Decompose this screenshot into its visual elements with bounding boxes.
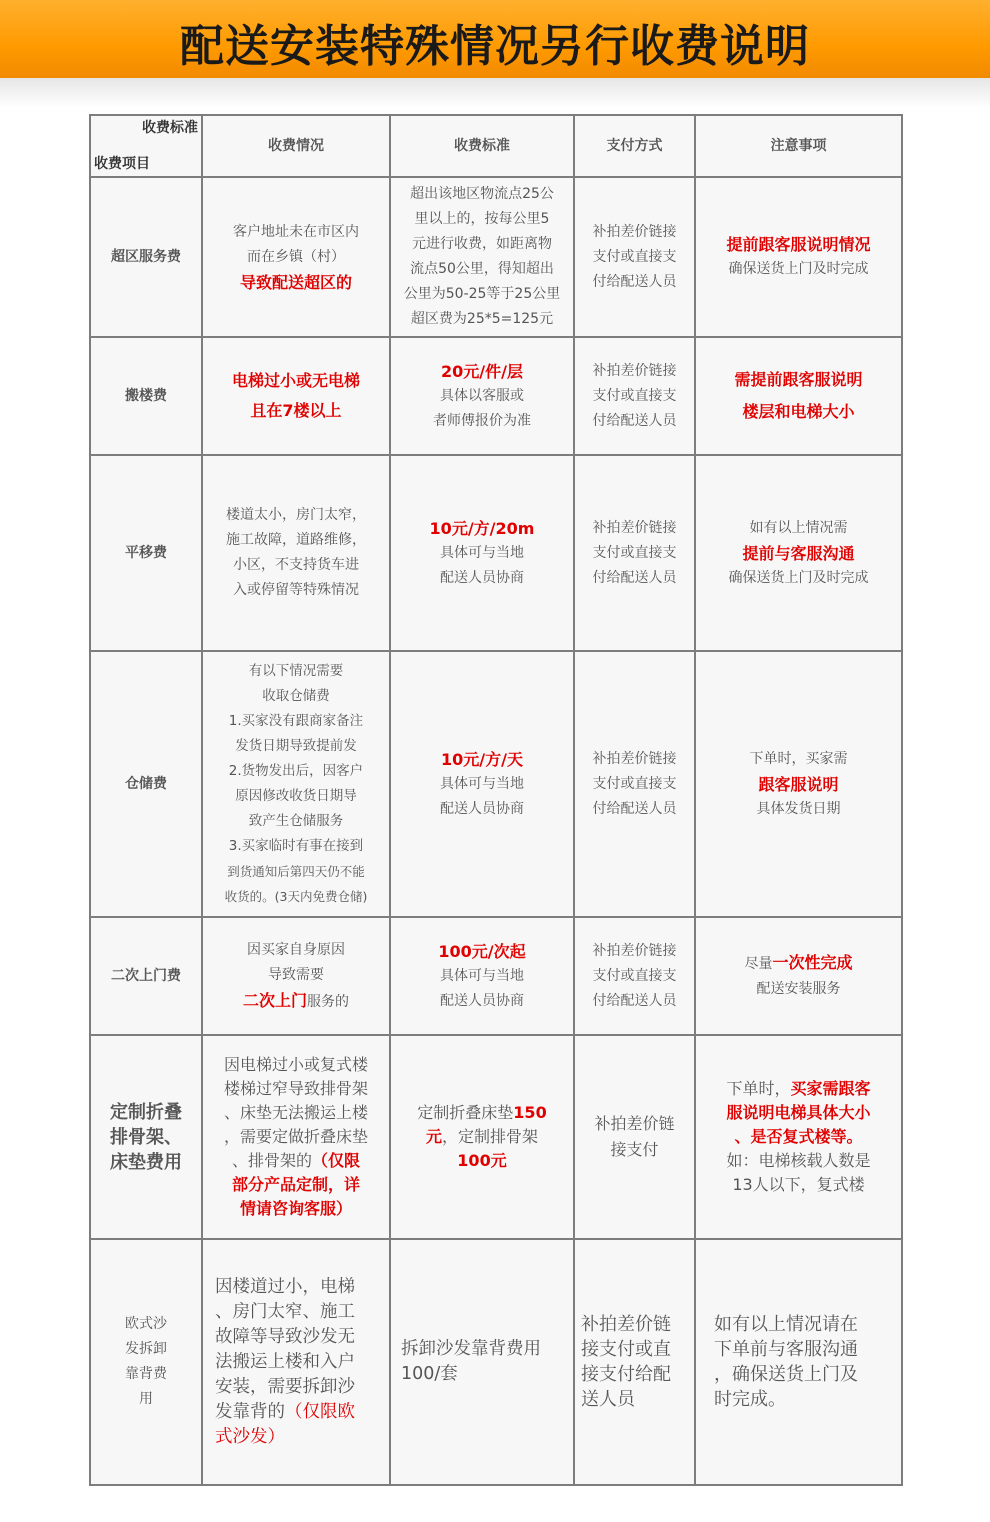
text-line: 支付或直接支 [592,387,677,404]
diagonal-header-cell [90,115,202,177]
text-line: 下单前与客服沟通 [714,1339,858,1360]
situation-cell [202,917,390,1035]
text-line: 支付或直接支 [592,544,677,561]
header-standard-label: 收费标准 [142,120,198,136]
text-line: 到货通知后第四天仍不能 [227,864,365,879]
notes-cell [695,455,902,651]
text-line [397,1125,567,1149]
text-line: 支付或直接支 [592,248,677,265]
text-line: 收取仓储费 [262,688,330,704]
table-row [90,337,902,455]
text-line: 补拍差价链 [581,1314,671,1335]
situation-cell [202,1035,390,1239]
text-line: 而在乡镇（村） [247,248,345,265]
text-line: 拆卸沙发靠背费用 [401,1339,541,1359]
payment-cell [574,917,695,1035]
text-line [209,988,383,1015]
text-line: 公里为50-25等于25公里 [403,286,561,302]
text-line [397,1101,567,1125]
text-line [702,1077,895,1101]
text-fragment: 、排骨架的 [231,1151,312,1170]
text-line: 补拍差价链接 [592,223,677,240]
highlight-text: 、是否复式楼等。 [734,1127,863,1146]
text-line: 下单时，买家需 [749,750,848,767]
text-line: 收货的。(3天内免费仓储) [224,889,368,904]
standard-cell [390,1239,574,1485]
text-line: 补拍差价链接 [592,362,677,379]
text-line: 付给配送人员 [592,273,677,290]
highlight-text: 一次性完成 [772,953,853,972]
situation-cell [202,177,390,337]
text-line: 接支付给配 [581,1364,671,1385]
text-line: 安装，需要拆卸沙 [215,1376,355,1397]
text-line: 原因修改收货日期导 [235,788,357,804]
highlight-text: 提前与客服沟通 [742,543,855,563]
text-fragment: 服务的 [307,993,349,1010]
header-item-label: 收费项目 [94,156,150,172]
payment-cell [574,651,695,917]
text-line [209,1149,383,1173]
table-row [90,455,902,651]
text-line: 里以上的，按每公里5 [414,211,550,227]
text-line: 床垫费用 [110,1151,182,1173]
text-fragment: 下单时， [726,1079,791,1098]
table-row [90,651,902,917]
table-row [90,917,902,1035]
table-row [90,177,902,337]
text-line: 致产生仓储服务 [248,813,344,829]
text-line: 如：电梯核载人数是 [726,1151,871,1170]
standard-cell [390,337,574,455]
text-line: 因买家自身原因 [247,941,345,958]
text-line: 小区，不支持货车进 [233,557,359,573]
text-line: 支付或直接支 [592,775,677,792]
text-line: 补拍差价链接 [592,750,677,767]
text-line: 排骨架、 [110,1126,182,1148]
notes-cell [695,177,902,337]
text-line: 如有以上情况请在 [714,1314,858,1335]
notes-cell [695,1035,902,1239]
text-line: 配送安装服务 [756,981,841,997]
text-line: 3.买家临时有事在接到 [228,838,364,854]
text-line: 具体发货日期 [756,800,841,817]
text-line: 补拍差价链接 [592,942,677,959]
header-notes: 注意事项 [695,115,902,177]
table-row [90,1239,902,1485]
notes-cell [695,917,902,1035]
item-cell: 仓储费 [90,651,202,917]
price-text: 10元/方/20m [429,518,535,538]
highlight-text: 需提前跟客服说明 [734,370,863,389]
text-line: 超区费为25*5=125元 [410,311,554,327]
text-line: 确保送货上门及时完成 [728,261,869,277]
situation-cell [202,455,390,651]
text-line: 配送人员协商 [440,992,524,1009]
text-fragment: ，定制排骨架 [442,1127,539,1146]
highlight-text: 部分产品定制，详 [231,1175,360,1194]
notes-cell [695,651,902,917]
header-standard: 收费标准 [390,115,574,177]
standard-cell [390,1035,574,1239]
text-line: 入或停留等特殊情况 [233,582,359,598]
text-line: 定制折叠 [110,1101,182,1123]
highlight-text: 且在7楼以上 [250,401,342,420]
highlight-text: （仅限欧 [285,1401,355,1422]
text-line: 付给配送人员 [592,412,677,429]
text-line: 具体可与当地 [440,775,524,792]
text-line: 发拆卸 [125,1341,167,1357]
text-line: 送人员 [581,1389,635,1410]
text-line: 配送人员协商 [440,800,524,817]
text-line: 法搬运上楼和入户 [215,1351,355,1372]
text-line: ，需要定做折叠床垫 [223,1127,368,1146]
text-line: 具体以客服或 [440,387,524,404]
highlight-text: 服说明电梯具体大小 [726,1103,871,1122]
price-text: 元 [425,1127,442,1146]
highlight-text: 跟客服说明 [758,774,839,794]
text-line: 付给配送人员 [592,992,677,1009]
text-line: 因电梯过小或复式楼 [223,1055,368,1074]
text-line: 100/套 [401,1364,458,1384]
item-cell: 平移费 [90,455,202,651]
text-line: 楼道太小，房门太窄， [226,507,366,523]
highlight-text: 导致配送超区的 [239,272,352,292]
payment-cell [574,177,695,337]
header-situation: 收费情况 [202,115,390,177]
text-line: 接支付 [610,1140,659,1159]
notes-cell [695,1239,902,1485]
text-fragment: 发靠背的 [215,1401,285,1422]
text-line: 2.货物发出后，因客户 [228,763,364,779]
text-line: 发货日期导致提前发 [235,738,357,754]
text-line: 、床垫无法搬运上楼 [223,1103,368,1122]
text-line: 配送人员协商 [440,569,524,586]
text-line: ，确保送货上门及 [714,1364,858,1385]
highlight-text: 二次上门 [242,990,307,1010]
standard-cell [390,651,574,917]
text-line: 补拍差价链 [594,1114,675,1133]
text-line: 接支付或直 [581,1339,671,1360]
text-line: 者师傅报价为准 [433,412,531,429]
page-title: 配送安装特殊情况另行收费说明 [180,21,810,72]
standard-cell [390,917,574,1035]
highlight-text: 楼层和电梯大小 [742,402,855,421]
highlight-text: 提前跟客服说明情况 [726,235,871,254]
item-cell [90,1239,202,1485]
item-cell: 二次上门费 [90,917,202,1035]
text-line: 、房门太窄、施工 [215,1301,355,1322]
text-line: 支付或直接支 [592,967,677,984]
text-line: 靠背费 [125,1366,167,1382]
price-text: 10元/方/天 [441,749,523,769]
situation-cell [202,1239,390,1485]
standard-cell [390,455,574,651]
situation-cell [202,337,390,455]
payment-cell [574,337,695,455]
text-line: 付给配送人员 [592,569,677,586]
text-line: 元进行收费，如距离物 [412,236,552,252]
price-text: 150 [513,1103,547,1122]
text-line [702,950,895,977]
text-line: 时完成。 [714,1389,786,1410]
text-fragment: 尽量 [744,956,773,972]
text-line: 客户地址未在市区内 [233,223,359,240]
text-line: 导致需要 [268,966,324,983]
item-cell: 搬楼费 [90,337,202,455]
header-row [90,115,902,177]
payment-cell [574,455,695,651]
header-payment: 支付方式 [574,115,695,177]
notes-cell [695,337,902,455]
price-text: 20元/件/层 [441,361,523,381]
standard-cell [390,177,574,337]
text-line: 具体可与当地 [440,967,524,984]
text-line [215,1400,383,1425]
text-line: 流点50公里，得知超出 [410,261,554,277]
item-cell: 超区服务费 [90,177,202,337]
text-line: 欧式沙 [125,1316,167,1332]
payment-cell [574,1239,695,1485]
text-line: 具体可与当地 [440,544,524,561]
text-line: 补拍差价链接 [592,519,677,536]
text-line: 有以下情况需要 [248,663,344,679]
text-line: 施工故障，道路维修， [226,532,366,548]
fee-table [89,114,903,1486]
highlight-text: （仅限 [312,1151,361,1170]
text-line: 1.买家没有跟商家备注 [228,713,364,729]
title-banner [0,0,990,78]
banner-shadow [0,78,990,108]
situation-cell [202,651,390,917]
text-line: 用 [139,1391,153,1407]
text-line: 13人以下，复式楼 [732,1175,865,1194]
text-line: 付给配送人员 [592,800,677,817]
text-line: 确保送货上门及时完成 [728,569,869,586]
highlight-text: 买家需跟客 [790,1079,871,1098]
text-line: 故障等导致沙发无 [215,1326,355,1347]
table-row [90,1035,902,1239]
text-line: 楼梯过窄导致排骨架 [223,1079,368,1098]
item-cell [90,1035,202,1239]
price-text: 100元/次起 [438,941,526,961]
highlight-text: 情请咨询客服） [239,1199,352,1218]
text-fragment: 定制折叠床垫 [417,1103,514,1122]
text-line: 因楼道过小，电梯 [215,1276,355,1297]
price-text: 100元 [457,1151,507,1170]
payment-cell [574,1035,695,1239]
highlight-text: 式沙发） [215,1426,285,1447]
highlight-text: 电梯过小或无电梯 [231,371,360,390]
text-line: 超出该地区物流点25公 [410,186,554,202]
text-line: 如有以上情况需 [749,519,848,536]
